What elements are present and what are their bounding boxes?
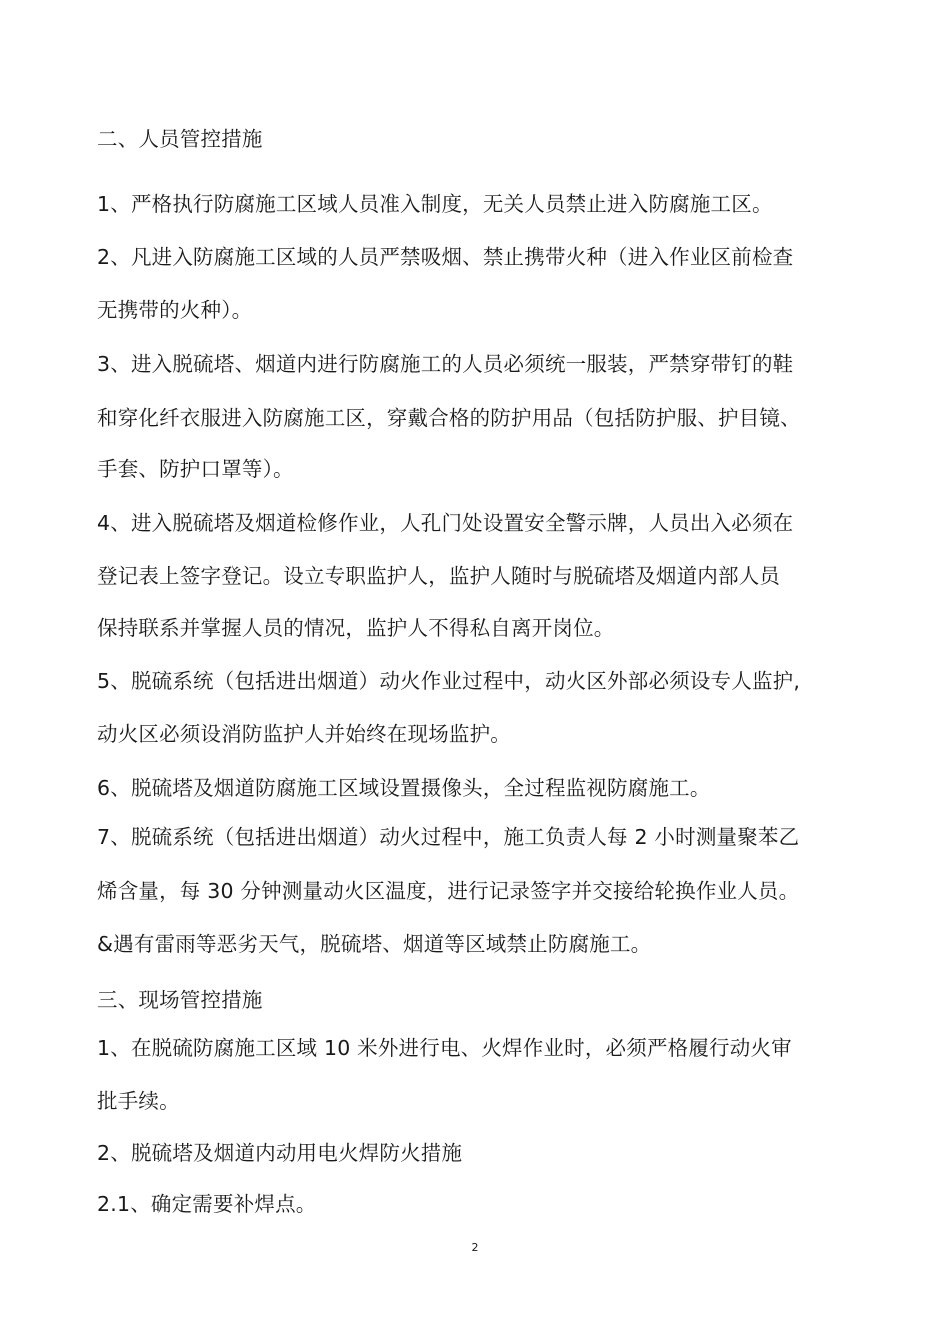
paragraph-line: 烯含量，每 30 分钟测量动火区温度，进行记录签字并交接给轮换作业人员。	[97, 879, 800, 903]
paragraph-line: 手套、防护口罩等）。	[97, 457, 294, 481]
paragraph-line: 4、进入脱硫塔及烟道检修作业，人孔门处设置安全警示牌，人员出入必须在	[97, 511, 794, 535]
paragraph-line: 2、脱硫塔及烟道内动用电火焊防火措施	[97, 1141, 463, 1165]
paragraph-line: &遇有雷雨等恶劣天气，脱硫塔、烟道等区域禁止防腐施工。	[97, 932, 652, 956]
paragraph-line: 无携带的火种）。	[97, 298, 253, 322]
section-heading-personnel-control: 二、人员管控措施	[97, 127, 263, 151]
paragraph-line: 2、凡进入防腐施工区域的人员严禁吸烟、禁止携带火种（进入作业区前检查	[97, 245, 794, 269]
paragraph-line: 5、脱硫系统（包括进出烟道）动火作业过程中，动火区外部必须设专人监护,	[97, 669, 801, 693]
paragraph-line: 7、脱硫系统（包括进出烟道）动火过程中，施工负责人每 2 小时测量聚苯乙	[97, 825, 800, 849]
paragraph-line: 3、进入脱硫塔、烟道内进行防腐施工的人员必须统一服装，严禁穿带钉的鞋	[97, 352, 794, 376]
paragraph-line: 动火区必须设消防监护人并始终在现场监护。	[97, 722, 511, 746]
paragraph-line: 1、严格执行防腐施工区域人员准入制度，无关人员禁止进入防腐施工区。	[97, 192, 773, 216]
paragraph-line: 6、脱硫塔及烟道防腐施工区域设置摄像头，全过程监视防腐施工。	[97, 776, 711, 800]
paragraph-line: 登记表上签字登记。设立专职监护人，监护人随时与脱硫塔及烟道内部人员	[97, 564, 781, 588]
paragraph-line: 保持联系并掌握人员的情况，监护人不得私自离开岗位。	[97, 616, 615, 640]
page-number: 2	[471, 1241, 479, 1254]
paragraph-line: 批手续。	[97, 1089, 180, 1113]
paragraph-line: 2.1、确定需要补焊点。	[97, 1192, 317, 1216]
paragraph-line: 1、在脱硫防腐施工区域 10 米外进行电、火焊作业时，必须严格履行动火审	[97, 1036, 792, 1060]
paragraph-line: 和穿化纤衣服进入防腐施工区，穿戴合格的防护用品（包括防护服、护目镜、	[97, 406, 801, 430]
section-heading-site-control: 三、现场管控措施	[97, 988, 263, 1012]
